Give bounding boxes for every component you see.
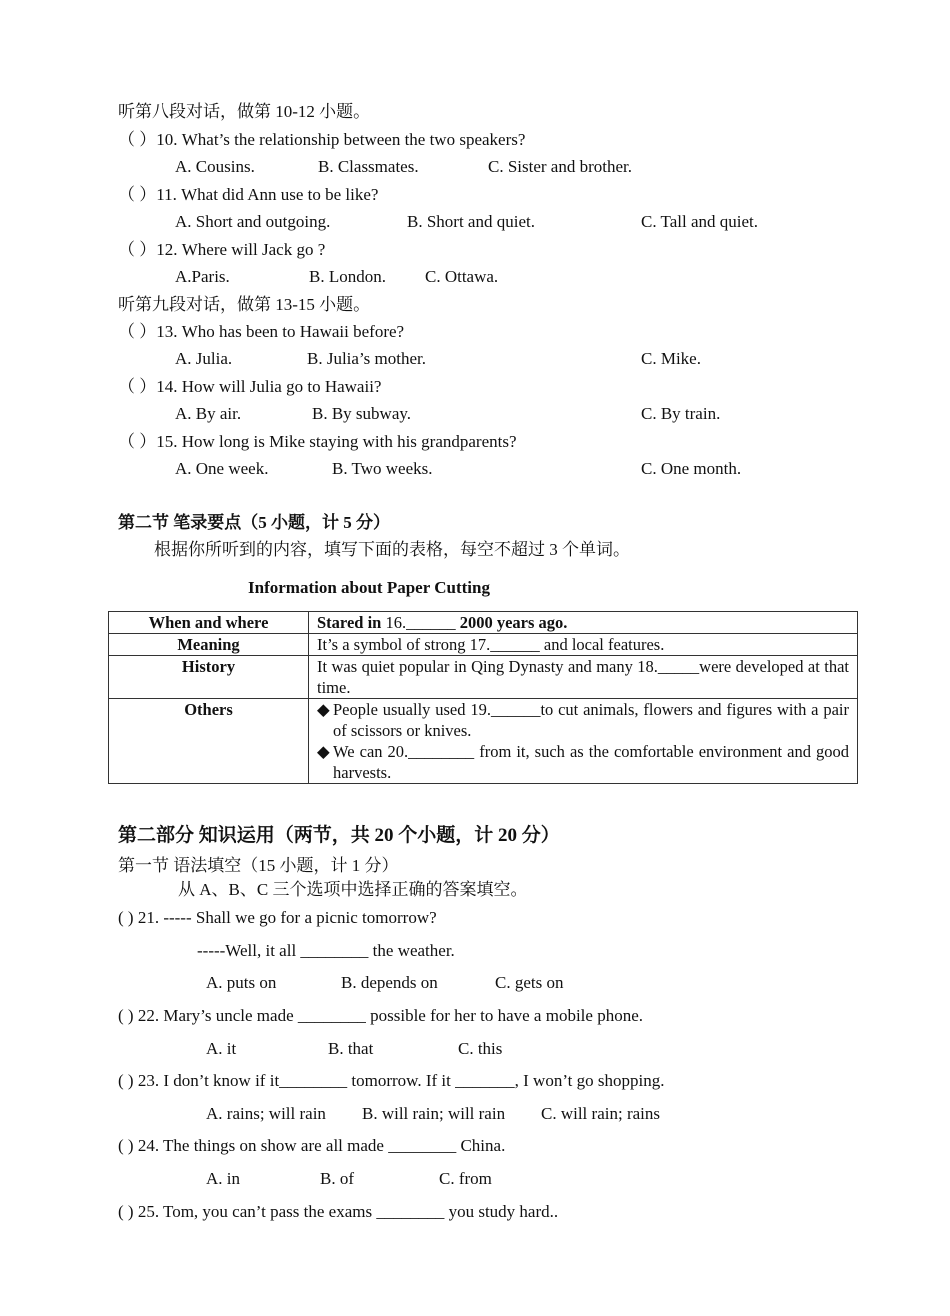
- question-11-option-a: A. Short and outgoing.: [175, 212, 331, 231]
- section9-instruction: 听第九段对话，做第 13-15 小题。: [118, 295, 371, 314]
- row-key-history: History: [109, 656, 309, 699]
- bullet-item: [317, 741, 849, 783]
- bullet-item: [317, 699, 849, 741]
- question-15-option-c: C. One month.: [641, 459, 742, 478]
- question-12-option-a: A.Paris.: [175, 267, 230, 286]
- row-value-others: [309, 699, 858, 784]
- row-value-when: [309, 612, 858, 634]
- question-10-option-b: B. Classmates.: [318, 157, 419, 176]
- notes-instruction: 根据你所听到的内容，填写下面的表格，每空不超过 3 个单词。: [154, 540, 630, 559]
- bullet-text-19: People usually used 19.______to cut animals, flowers and figures with a pair of scissors or knives.: [333, 700, 849, 740]
- table-row: [109, 634, 858, 656]
- question-22-option-c: C. this: [458, 1039, 503, 1058]
- question-11-option-b: B. Short and quiet.: [407, 212, 535, 231]
- part2-heading: 第二部分 知识运用（两节，共 20 个小题，计 20 分）: [118, 825, 560, 846]
- question-10-option-c: C. Sister and brother.: [488, 157, 633, 176]
- question-23-option-c: C. will rain; rains: [541, 1104, 660, 1123]
- question-21-option-c: C. gets on: [495, 973, 564, 992]
- question-15-stem: （ ）15. How long is Mike staying with his grandparents?: [118, 432, 517, 451]
- question-14-stem: （ ）14. How will Julia go to Hawaii?: [118, 377, 382, 396]
- question-12-stem: （ ）12. Where will Jack go ?: [118, 240, 326, 259]
- blank-16: 16.______: [381, 613, 456, 632]
- notes-heading: 第二节 笔录要点（5 小题，计 5 分）: [118, 513, 390, 532]
- question-24-option-a: A. in: [206, 1169, 240, 1188]
- table-title: Information about Paper Cutting: [248, 578, 490, 597]
- row-key-when: When and where: [109, 612, 309, 634]
- question-11-stem: （ ）11. What did Ann use to be like?: [118, 185, 379, 204]
- question-10-stem: （ ）10. What’s the relationship between the two speakers?: [118, 130, 526, 149]
- table-row: [109, 699, 858, 784]
- paper-cutting-table: [108, 611, 858, 784]
- question-21-option-b: B. depends on: [341, 973, 438, 992]
- row-value-history: It was quiet popular in Qing Dynasty and many 18._____were developed at that time.: [309, 656, 858, 699]
- row-value-meaning: It’s a symbol of strong 17.______ and local features.: [309, 634, 858, 656]
- question-14-option-b: B. By subway.: [312, 404, 412, 423]
- question-24-option-b: B. of: [320, 1169, 354, 1188]
- diamond-bullet-icon: ◆: [317, 700, 330, 719]
- question-22-stem: ( ) 22. Mary’s uncle made ________ possible for her to have a mobile phone.: [118, 1006, 643, 1025]
- question-14-option-a: A. By air.: [175, 404, 242, 423]
- when-prefix: Stared in: [317, 613, 382, 632]
- question-22-option-a: A. it: [206, 1039, 237, 1058]
- question-24-option-c: C. from: [439, 1169, 492, 1188]
- question-10-option-a: A. Cousins.: [175, 157, 255, 176]
- question-21-line2: -----Well, it all ________ the weather.: [197, 941, 455, 960]
- diamond-bullet-icon: ◆: [317, 742, 330, 761]
- question-13-option-a: A. Julia.: [175, 349, 233, 368]
- question-25-stem: ( ) 25. Tom, you can’t pass the exams ________ you study hard..: [118, 1202, 559, 1221]
- table-row: [109, 612, 858, 634]
- question-13-option-c: C. Mike.: [641, 349, 701, 368]
- question-15-option-a: A. One week.: [175, 459, 269, 478]
- row-key-others: Others: [109, 699, 309, 784]
- question-12-option-b: B. London.: [309, 267, 386, 286]
- question-21-stem: ( ) 21. ----- Shall we go for a picnic tomorrow?: [118, 908, 437, 927]
- question-13-option-b: B. Julia’s mother.: [307, 349, 426, 368]
- question-22-option-b: B. that: [328, 1039, 374, 1058]
- question-23-option-a: A. rains; will rain: [206, 1104, 326, 1123]
- bullet-text-20: We can 20.________ from it, such as the comfortable environment and good harvests.: [333, 742, 849, 782]
- part2-subheading: 第一节 语法填空（15 小题，计 1 分）: [118, 856, 399, 875]
- question-24-stem: ( ) 24. The things on show are all made ________ China.: [118, 1136, 506, 1155]
- section8-instruction: 听第八段对话，做第 10-12 小题。: [118, 102, 371, 121]
- question-23-option-b: B. will rain; will rain: [362, 1104, 506, 1123]
- table-row: [109, 656, 858, 699]
- question-12-option-c: C. Ottawa.: [425, 267, 499, 286]
- part2-instruction: 从 A、B、C 三个选项中选择正确的答案填空。: [178, 880, 528, 899]
- question-15-option-b: B. Two weeks.: [332, 459, 433, 478]
- question-11-option-c: C. Tall and quiet.: [641, 212, 759, 231]
- question-14-option-c: C. By train.: [641, 404, 721, 423]
- row-key-meaning: Meaning: [109, 634, 309, 656]
- question-21-option-a: A. puts on: [206, 973, 277, 992]
- question-23-stem: ( ) 23. I don’t know if it________ tomorrow. If it _______, I won’t go shopping.: [118, 1071, 665, 1090]
- when-suffix: 2000 years ago.: [455, 613, 568, 632]
- question-13-stem: （ ）13. Who has been to Hawaii before?: [118, 322, 405, 341]
